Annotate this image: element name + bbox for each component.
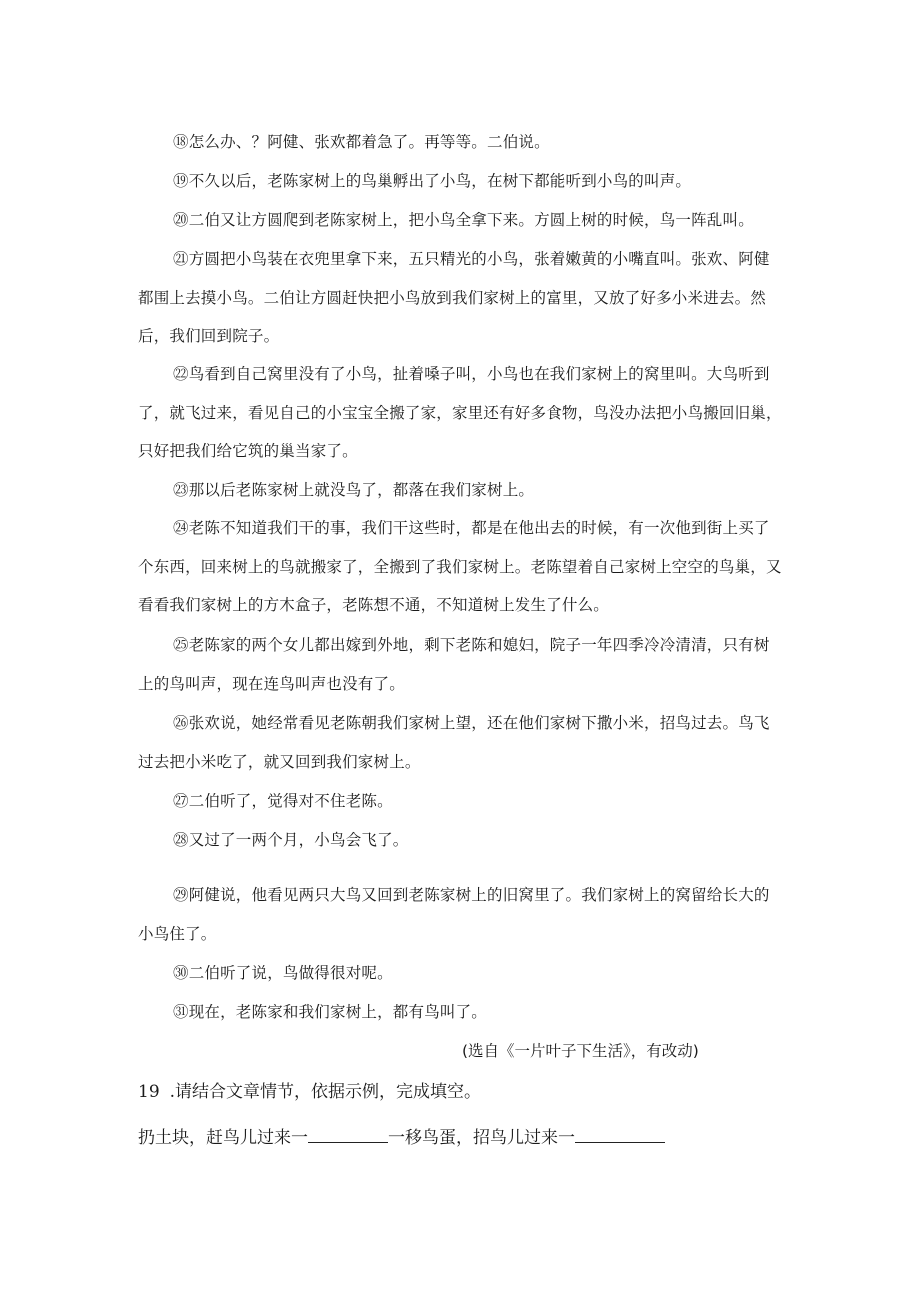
paragraph-27: ㉗二伯听了，觉得对不住老陈。 [173, 792, 393, 810]
answer-blank-1[interactable] [308, 1122, 388, 1143]
paragraph-24: ㉔老陈不知道我们干的事，我们干这些时，都是在他出去的时候，有一次他到街上买了个东西，回来树上的鸟就搬家了，全搬到了我们家树上。老陈望着自己家树上空空的鸟巢，又看看我们家树上的方木盒子，老陈想不通，不知道树上发生了什么。 [138, 519, 782, 614]
paragraph-31: ㉛现在，老陈家和我们家树上，都有鸟叫了。 [173, 1003, 488, 1021]
paragraph-23: ㉓那以后老陈家树上就没鸟了，都落在我们家树上。 [173, 481, 535, 499]
paragraph-29: ㉙阿健说，他看见两只大鸟又回到老陈家树上的旧窝里了。我们家树上的窝留给长大的小鸟住了。 [138, 886, 770, 943]
paragraph-26: ㉖张欢说，她经常看见老陈朝我们家树上望，还在他们家树下撒小米，招鸟过去。鸟飞过去把小米吃了，就又回到我们家树上。 [138, 714, 770, 771]
paragraph-22: ㉒鸟看到自己窝里没有了小鸟，扯着嗓子叫，小鸟也在我们家树上的窝里叫。大鸟听到了，就飞过来，看见自己的小宝宝全搬了家，家里还有好多食物，鸟没办法把小鸟搬回旧巢，只好把我们给它筑的巢当家了。 [138, 365, 782, 460]
question-text: .请结合文章情节，依据示例，完成填空。 [169, 1082, 482, 1102]
fill-in-line [138, 1122, 665, 1152]
paragraph-21: ㉑方圆把小鸟装在衣兜里拿下来，五只精光的小鸟，张着嫩黄的小嘴直叫。张欢、阿健都围上去摸小鸟。二伯让方圆赶快把小鸟放到我们家树上的富里，又放了好多小米进去。然后，我们回到院子。 [138, 250, 770, 345]
paragraph-20: ⑳二伯又让方圆爬到老陈家树上，把小鸟全拿下来。方圆上树的时候，鸟一阵乱叫。 [173, 211, 754, 229]
fill-text-part2: 一移鸟蛋，招鸟儿过来一 [388, 1128, 575, 1148]
question-number: 19 [138, 1082, 160, 1102]
fill-text-part1: 扔土块，赶鸟儿过来一 [138, 1128, 308, 1148]
source-citation: (选自《一片叶子下生活》，有改动) [462, 1042, 699, 1060]
paragraph-28: ㉘又过了一两个月，小鸟会飞了。 [173, 831, 409, 849]
answer-blank-2[interactable] [575, 1122, 665, 1143]
paragraph-25: ㉕老陈家的两个女儿都出嫁到外地，剩下老陈和媳妇，院子一年四季冷冷清清，只有树上的鸟叫声，现在连鸟叫声也没有了。 [138, 636, 770, 693]
paragraph-30: ㉚二伯听了说，鸟做得很对呢。 [173, 964, 393, 982]
paragraph-19: ⑲不久以后，老陈家树上的鸟巢孵出了小鸟，在树下都能听到小鸟的叫声。 [173, 172, 692, 190]
question-19 [138, 1078, 481, 1106]
paragraph-18: ⑱怎么办、？阿健、张欢都着急了。再等等。二伯说。 [173, 133, 550, 151]
